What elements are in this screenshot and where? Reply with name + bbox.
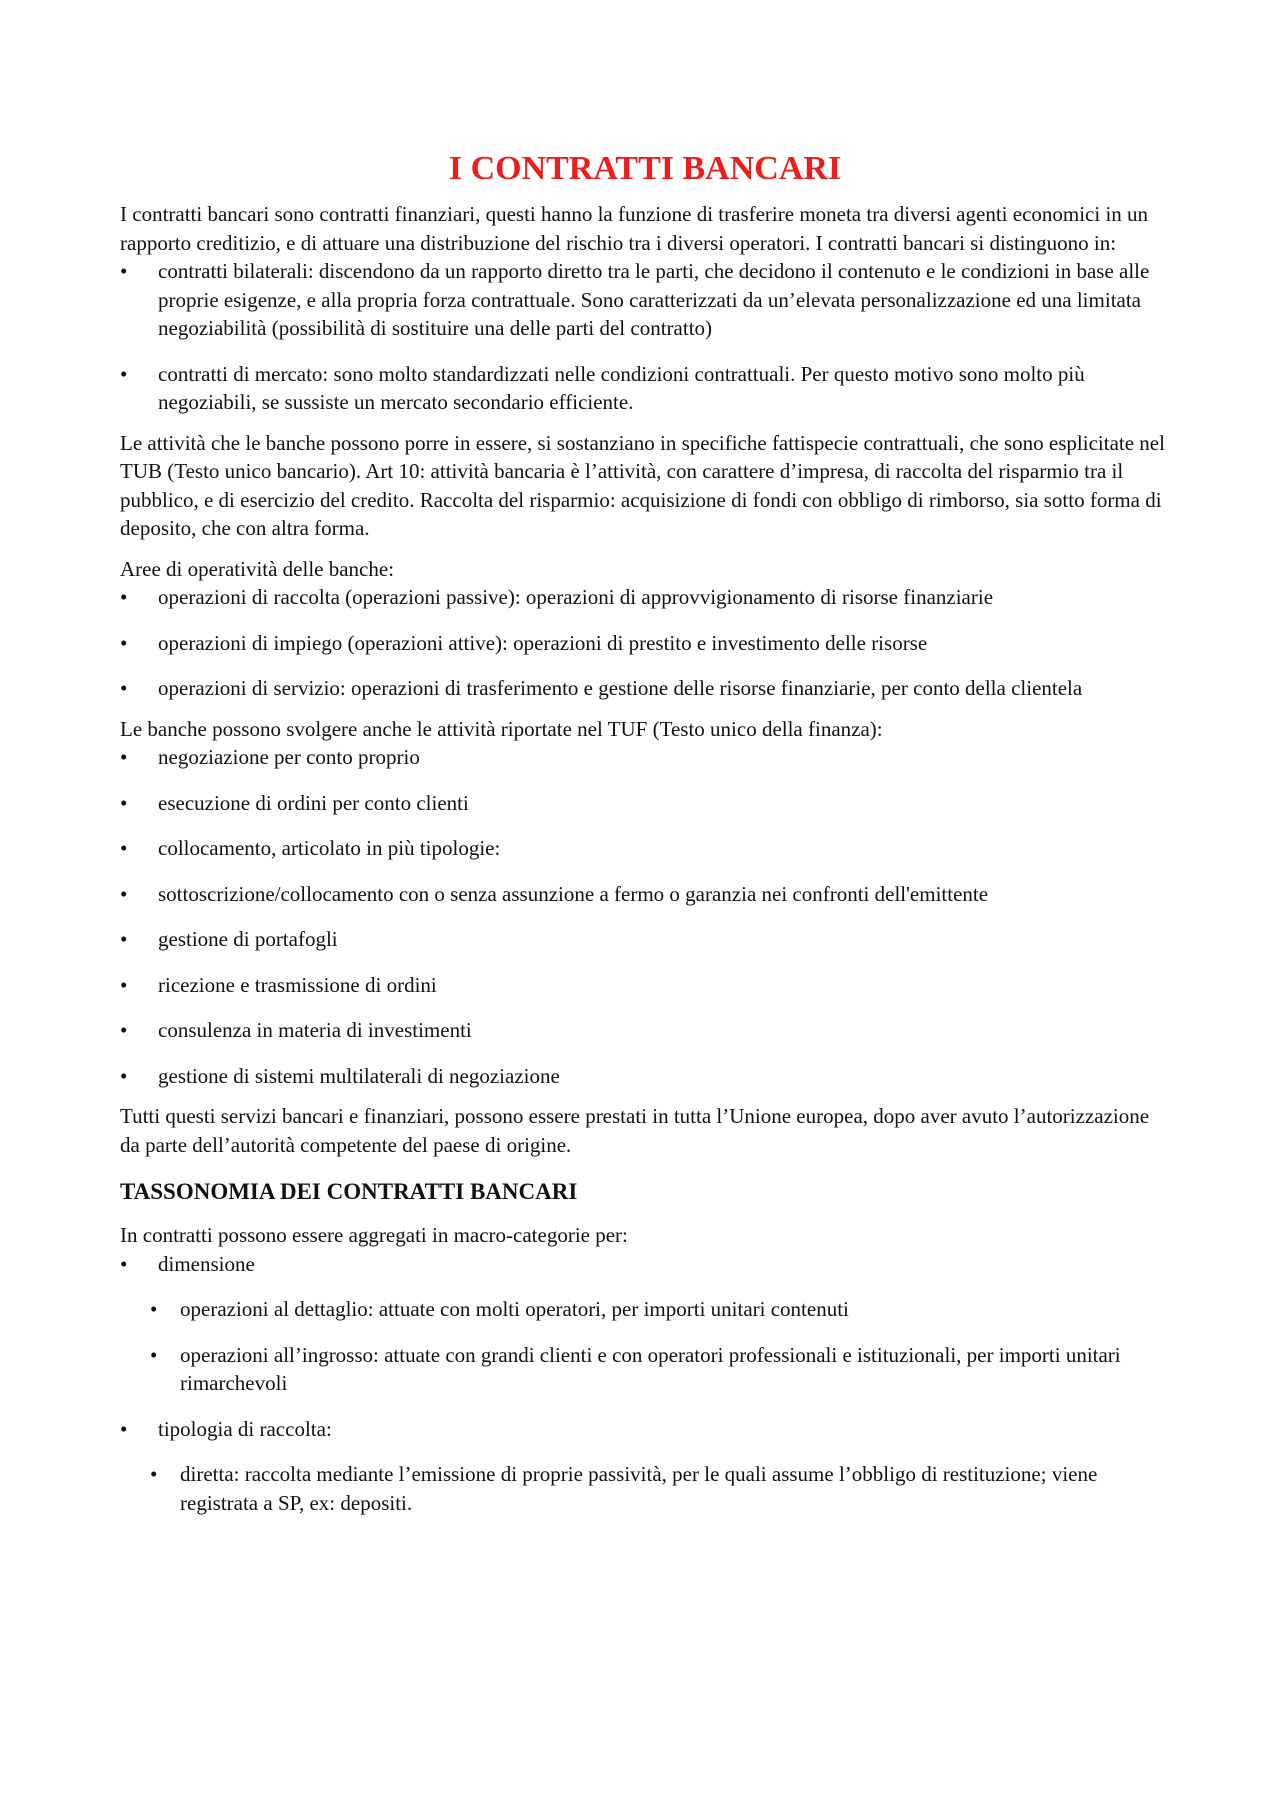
list-item: • gestione di sistemi multilaterali di negoziazione (120, 1062, 1170, 1091)
sub-list-item: • diretta: raccolta mediante l’emissione di proprie passività, per le quali assume l’obbligo di restituzione; viene registrata a SP, ex: depositi. (150, 1460, 1170, 1517)
sub-list-item: • operazioni al dettaglio: attuate con molti operatori, per importi unitari contenuti (150, 1295, 1170, 1324)
list-item: • sottoscrizione/collocamento con o senza assunzione a fermo o garanzia nei confronti dell'emittente (120, 880, 1170, 909)
list-item-dimensione (120, 1250, 1170, 1279)
list-item-raccolta (120, 1415, 1170, 1444)
list-item: • negoziazione per conto proprio (120, 743, 1170, 772)
list-item: • ricezione e trasmissione di ordini (120, 971, 1170, 1000)
taxonomy-intro: In contratti possono essere aggregati in macro-categorie per: (120, 1223, 628, 1247)
tuf-list (120, 743, 1170, 1090)
list-item: • operazioni di raccolta (operazioni passive): operazioni di approvvigionamento di risorse finanziarie (120, 583, 1170, 612)
document-title: I CONTRATTI BANCARI (448, 150, 842, 187)
taxonomy-list (120, 1250, 1170, 1279)
tub-paragraph: Le attività che le banche possono porre in essere, si sostanziano in specifiche fattispecie contrattuali, che sono esplicitate nel TUB (Testo unico bancario). Art 10: attività bancaria è l’attività, con carattere d’impresa, di raccolta del risparmio tra il pubblico, e di esercizio del credito. Raccolta del risparmio: acquisizione di fondi con obbligo di rimborso, sia sotto forma di deposito, che con altra forma. (120, 430, 1165, 540)
list-item-label: tipologia di raccolta: (158, 1416, 332, 1441)
sub-list-item: • operazioni all’ingrosso: attuate con grandi clienti e con operatori professionali e istituzionali, per importi unitari rimarchevoli (150, 1341, 1170, 1398)
areas-list (120, 583, 1170, 703)
raccolta-sublist (120, 1460, 1170, 1517)
list-item: • contratti bilaterali: discendono da un rapporto diretto tra le parti, che decidono il contenuto e le condizioni in base alle proprie esigenze, e alla propria forza contrattuale. Sono caratterizzati da un’elevata personalizzazione ed una limitata negoziabilità (possibilità di sostituire una delle parti del contratto) (120, 257, 1170, 343)
contract-types-list (120, 257, 1170, 417)
areas-intro: Aree di operatività delle banche: (120, 556, 395, 581)
list-item: • esecuzione di ordini per conto clienti (120, 789, 1170, 818)
tuf-intro: Le banche possono svolgere anche le attività riportate nel TUF (Testo unico della finanza): (120, 716, 883, 741)
list-item-label: dimensione (158, 1251, 255, 1276)
list-item: • contratti di mercato: sono molto standardizzati nelle condizioni contrattuali. Per questo motivo sono molto più negoziabili, se sussiste un mercato secondario efficiente. (120, 360, 1170, 417)
list-item: • gestione di portafogli (120, 925, 1170, 954)
eu-paragraph: Tutti questi servizi bancari e finanziari, possono essere prestati in tutta l’Unione europea, dopo aver avuto l’autorizzazione da parte dell’autorità competente del paese di origine. (120, 1104, 1150, 1157)
list-item: • collocamento, articolato in più tipologie: (120, 834, 1170, 863)
list-item: • operazioni di impiego (operazioni attive): operazioni di prestito e investimento delle risorse (120, 629, 1170, 658)
intro-paragraph: I contratti bancari sono contratti finanziari, questi hanno la funzione di trasferire moneta tra diversi agenti economici in un rapporto creditizio, e di attuare una distribuzione del rischio tra i diversi operatori. I contratti bancari si distinguono in: (120, 202, 1149, 255)
taxonomy-list-continued (120, 1415, 1170, 1444)
document-page (120, 148, 1170, 1517)
taxonomy-heading: TASSONOMIA DEI CONTRATTI BANCARI (120, 1179, 578, 1204)
list-item: • consulenza in materia di investimenti (120, 1016, 1170, 1045)
list-item: • operazioni di servizio: operazioni di trasferimento e gestione delle risorse finanziarie, per conto della clientela (120, 674, 1170, 703)
dimension-sublist (120, 1295, 1170, 1398)
